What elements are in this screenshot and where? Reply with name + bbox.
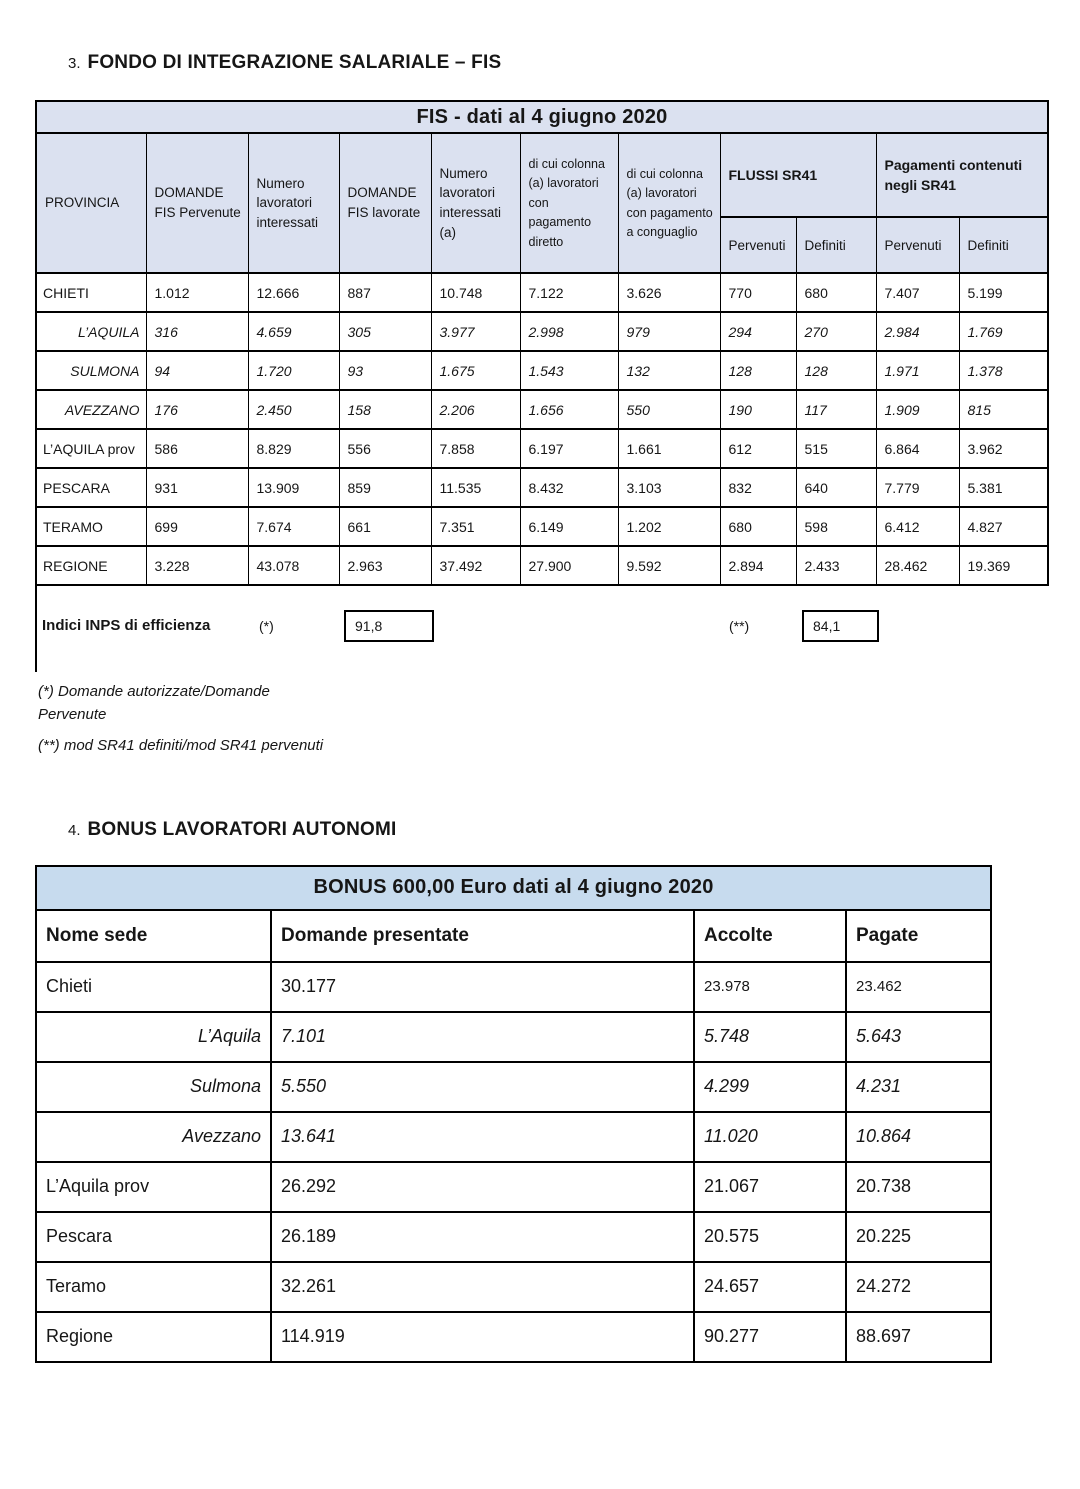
value-cell: 680: [720, 507, 796, 546]
value-cell: 2.984: [876, 312, 959, 351]
value-cell: 9.592: [618, 546, 720, 585]
value-cell: 2.450: [248, 390, 339, 429]
fis-table-title: FIS - dati al 4 giugno 2020: [36, 101, 1048, 133]
table-row: [36, 1012, 991, 1062]
value-cell: 6.864: [876, 429, 959, 468]
value-cell: 13.909: [248, 468, 339, 507]
value-cell: 640: [796, 468, 876, 507]
table-row: [36, 1112, 991, 1162]
value-cell: 661: [339, 507, 431, 546]
value-cell: 12.666: [248, 273, 339, 312]
value-cell: 7.351: [431, 507, 520, 546]
value-cell: 305: [339, 312, 431, 351]
header-pagamenti-sr41: Pagamenti contenuti negli SR41: [876, 133, 1048, 217]
value-cell: 20.738: [846, 1162, 991, 1212]
table-row: [36, 962, 991, 1012]
value-cell: 1.661: [618, 429, 720, 468]
efficiency-value-2-box: 84,1: [802, 610, 879, 642]
value-cell: 3.228: [146, 546, 248, 585]
value-cell: 24.272: [846, 1262, 991, 1312]
table-row: [36, 390, 1048, 429]
header-domande-presentate: Domande presentate: [271, 910, 694, 962]
value-cell: 598: [796, 507, 876, 546]
header-numero-lavoratori: Numero lavoratori interessati: [248, 133, 339, 273]
section-4-heading: [68, 819, 1080, 841]
province-cell: L’AQUILA prov: [36, 429, 146, 468]
table-row: [36, 1262, 991, 1312]
value-cell: 4.827: [959, 507, 1048, 546]
province-cell: REGIONE: [36, 546, 146, 585]
province-cell: SULMONA: [36, 351, 146, 390]
value-cell: 2.894: [720, 546, 796, 585]
sede-cell: Teramo: [36, 1262, 271, 1312]
value-cell: 294: [720, 312, 796, 351]
header-provincia: PROVINCIA: [36, 133, 146, 273]
value-cell: 11.020: [694, 1112, 846, 1162]
header-pagate: Pagate: [846, 910, 991, 962]
value-cell: 3.977: [431, 312, 520, 351]
value-cell: 7.407: [876, 273, 959, 312]
value-cell: 10.864: [846, 1112, 991, 1162]
bonus-header-row: [36, 910, 991, 962]
value-cell: 859: [339, 468, 431, 507]
value-cell: 8.432: [520, 468, 618, 507]
table-row: [36, 1062, 991, 1112]
header-domande-pervenute: DOMANDE FIS Pervenute: [146, 133, 248, 273]
value-cell: 5.643: [846, 1012, 991, 1062]
value-cell: 1.909: [876, 390, 959, 429]
value-cell: 3.962: [959, 429, 1048, 468]
value-cell: 23.978: [694, 962, 846, 1012]
value-cell: 515: [796, 429, 876, 468]
table-row: [36, 468, 1048, 507]
value-cell: 94: [146, 351, 248, 390]
value-cell: 7.779: [876, 468, 959, 507]
value-cell: 4.299: [694, 1062, 846, 1112]
bonus-table-title: BONUS 600,00 Euro dati al 4 giugno 2020: [36, 866, 991, 910]
value-cell: 128: [796, 351, 876, 390]
value-cell: 11.535: [431, 468, 520, 507]
province-cell: L’AQUILA: [36, 312, 146, 351]
header-pagamenti-pervenuti: Pervenuti: [876, 217, 959, 273]
table-row: [36, 1162, 991, 1212]
value-cell: 90.277: [694, 1312, 846, 1362]
efficiency-marker-1: (*): [259, 618, 274, 634]
sede-cell: Avezzano: [36, 1112, 271, 1162]
value-cell: 30.177: [271, 962, 694, 1012]
table-row: [36, 1312, 991, 1362]
sede-cell: Chieti: [36, 962, 271, 1012]
value-cell: 7.122: [520, 273, 618, 312]
value-cell: 27.900: [520, 546, 618, 585]
value-cell: 3.103: [618, 468, 720, 507]
value-cell: 2.433: [796, 546, 876, 585]
value-cell: 7.858: [431, 429, 520, 468]
table-row: [36, 1212, 991, 1262]
fis-header-row: [36, 133, 1048, 217]
value-cell: 37.492: [431, 546, 520, 585]
section-4-title: BONUS LAVORATORI AUTONOMI: [87, 818, 397, 840]
value-cell: 4.659: [248, 312, 339, 351]
table-row: [36, 312, 1048, 351]
value-cell: 699: [146, 507, 248, 546]
value-cell: 128: [720, 351, 796, 390]
value-cell: 770: [720, 273, 796, 312]
table-row: [36, 273, 1048, 312]
value-cell: 28.462: [876, 546, 959, 585]
value-cell: 2.206: [431, 390, 520, 429]
header-domande-lavorate: DOMANDE FIS lavorate: [339, 133, 431, 273]
sede-cell: Regione: [36, 1312, 271, 1362]
header-numero-lavoratori-a: Numero lavoratori interessati (a): [431, 133, 520, 273]
table-row: [36, 507, 1048, 546]
value-cell: 114.919: [271, 1312, 694, 1362]
value-cell: 5.199: [959, 273, 1048, 312]
province-cell: AVEZZANO: [36, 390, 146, 429]
value-cell: 13.641: [271, 1112, 694, 1162]
value-cell: 88.697: [846, 1312, 991, 1362]
efficiency-marker-2: (**): [729, 618, 750, 634]
footnote-first: (*) Domande autorizzate/Domande Pervenute: [38, 683, 270, 724]
value-cell: 190: [720, 390, 796, 429]
value-cell: 5.550: [271, 1062, 694, 1112]
header-accolte: Accolte: [694, 910, 846, 962]
value-cell: 43.078: [248, 546, 339, 585]
efficiency-strip: [35, 586, 1080, 672]
value-cell: 1.971: [876, 351, 959, 390]
sede-cell: Pescara: [36, 1212, 271, 1262]
section-3-heading: [68, 52, 1080, 74]
value-cell: 931: [146, 468, 248, 507]
sede-cell: Sulmona: [36, 1062, 271, 1112]
table-row: [36, 429, 1048, 468]
header-pagamenti-definiti: Definiti: [959, 217, 1048, 273]
value-cell: 26.189: [271, 1212, 694, 1262]
value-cell: 4.231: [846, 1062, 991, 1112]
value-cell: 6.149: [520, 507, 618, 546]
value-cell: 586: [146, 429, 248, 468]
sede-cell: L’Aquila: [36, 1012, 271, 1062]
value-cell: 1.675: [431, 351, 520, 390]
value-cell: 556: [339, 429, 431, 468]
value-cell: 23.462: [846, 962, 991, 1012]
value-cell: 21.067: [694, 1162, 846, 1212]
fis-table: [35, 100, 1049, 586]
province-cell: TERAMO: [36, 507, 146, 546]
footnote-second: (**) mod SR41 definiti/mod SR41 pervenuti: [38, 736, 324, 754]
value-cell: 3.626: [618, 273, 720, 312]
value-cell: 5.381: [959, 468, 1048, 507]
value-cell: 24.657: [694, 1262, 846, 1312]
table-row: [36, 351, 1048, 390]
value-cell: 887: [339, 273, 431, 312]
section-3-number: 3.: [68, 55, 81, 72]
bonus-table: [35, 865, 992, 1363]
value-cell: 19.369: [959, 546, 1048, 585]
value-cell: 5.748: [694, 1012, 846, 1062]
sede-cell: L’Aquila prov: [36, 1162, 271, 1212]
table-row: [36, 546, 1048, 585]
value-cell: 176: [146, 390, 248, 429]
value-cell: 32.261: [271, 1262, 694, 1312]
value-cell: 6.412: [876, 507, 959, 546]
value-cell: 2.998: [520, 312, 618, 351]
fis-title-row: [36, 101, 1048, 133]
section-3-title: FONDO DI INTEGRAZIONE SALARIALE – FIS: [87, 52, 502, 73]
value-cell: 832: [720, 468, 796, 507]
value-cell: 1.720: [248, 351, 339, 390]
value-cell: 117: [796, 390, 876, 429]
header-flussi-sr41: FLUSSI SR41: [720, 133, 876, 217]
value-cell: 316: [146, 312, 248, 351]
efficiency-value-1-box: 91,8: [344, 610, 434, 642]
section-4-number: 4.: [68, 821, 81, 839]
value-cell: 1.012: [146, 273, 248, 312]
province-cell: CHIETI: [36, 273, 146, 312]
value-cell: 7.674: [248, 507, 339, 546]
value-cell: 26.292: [271, 1162, 694, 1212]
value-cell: 6.197: [520, 429, 618, 468]
bonus-title-row: [36, 866, 991, 910]
value-cell: 132: [618, 351, 720, 390]
value-cell: 2.963: [339, 546, 431, 585]
value-cell: 1.656: [520, 390, 618, 429]
value-cell: 680: [796, 273, 876, 312]
value-cell: 7.101: [271, 1012, 694, 1062]
value-cell: 550: [618, 390, 720, 429]
value-cell: 20.575: [694, 1212, 846, 1262]
value-cell: 815: [959, 390, 1048, 429]
value-cell: 270: [796, 312, 876, 351]
value-cell: 10.748: [431, 273, 520, 312]
value-cell: 93: [339, 351, 431, 390]
value-cell: 8.829: [248, 429, 339, 468]
value-cell: 979: [618, 312, 720, 351]
header-pagamento-conguaglio: di cui colonna (a) lavoratori con pagamento a conguaglio: [618, 133, 720, 273]
header-nome-sede: Nome sede: [36, 910, 271, 962]
province-cell: PESCARA: [36, 468, 146, 507]
efficiency-label: Indici INPS di efficienza: [42, 617, 211, 634]
value-cell: 1.202: [618, 507, 720, 546]
value-cell: 20.225: [846, 1212, 991, 1262]
value-cell: 158: [339, 390, 431, 429]
value-cell: 1.543: [520, 351, 618, 390]
footnotes: [38, 680, 1080, 757]
header-flussi-definiti: Definiti: [796, 217, 876, 273]
value-cell: 1.769: [959, 312, 1048, 351]
header-flussi-pervenuti: Pervenuti: [720, 217, 796, 273]
value-cell: 1.378: [959, 351, 1048, 390]
value-cell: 612: [720, 429, 796, 468]
header-pagamento-diretto: di cui colonna (a) lavoratori con pagamento diretto: [520, 133, 618, 273]
